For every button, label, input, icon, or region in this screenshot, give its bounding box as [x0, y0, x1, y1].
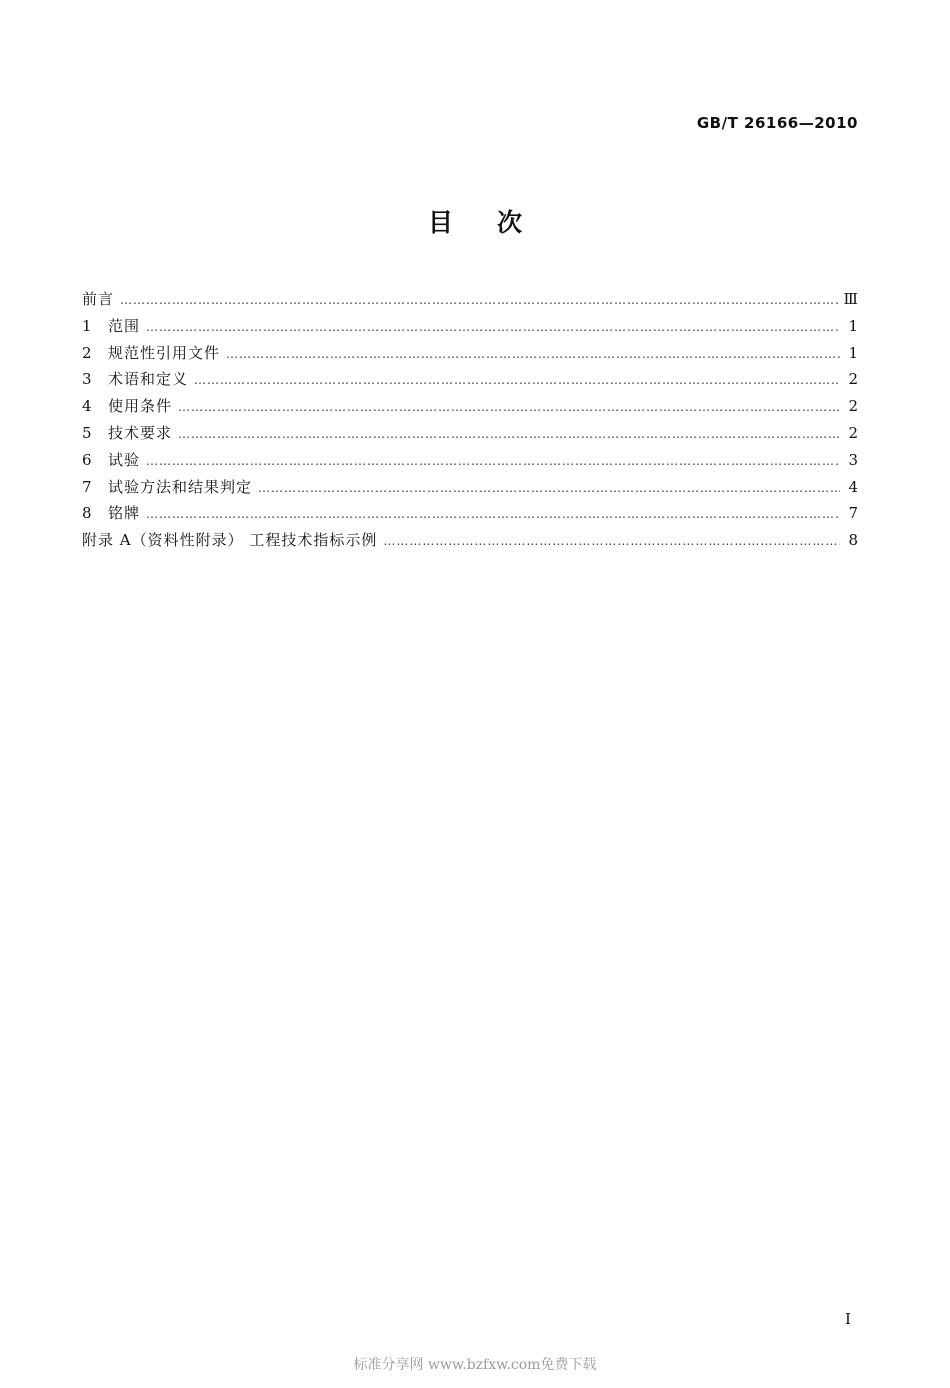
toc-label: 规范性引用文件 [108, 343, 221, 362]
toc-section-number: 3 [82, 370, 92, 389]
toc-section-number: 2 [82, 343, 92, 362]
toc-section-number: 6 [82, 450, 92, 469]
toc-entry-2[interactable] [82, 340, 858, 367]
toc-label: 范围 [108, 316, 141, 335]
toc-section-number: 4 [82, 397, 92, 416]
title-char-1: 目 [427, 208, 453, 237]
toc-label: 试验方法和结果判定 [108, 477, 253, 496]
watermark-text: 标准分享网 www.bzfxw.com免费下载 [353, 1357, 597, 1373]
toc-page-number: 2 [848, 397, 858, 416]
toc-label: 技术要求 [108, 423, 173, 442]
toc-label: 铭牌 [108, 504, 141, 523]
toc-entry-3[interactable] [82, 366, 858, 393]
toc-entry-1[interactable] [82, 313, 858, 340]
toc-page-number: 3 [848, 450, 858, 469]
toc-leader-dots [226, 341, 840, 368]
toc-entry-5[interactable] [82, 420, 858, 447]
toc-leader-dots [120, 287, 838, 314]
toc-page-number: 4 [848, 477, 858, 496]
toc-page-number: 8 [848, 531, 858, 550]
toc-label: 前言 [82, 290, 115, 308]
table-of-contents [82, 286, 858, 554]
toc-entry-4[interactable] [82, 393, 858, 420]
toc-label: 术语和定义 [108, 370, 189, 389]
toc-page-number: 1 [848, 316, 858, 335]
toc-section-number: 5 [82, 423, 92, 442]
toc-label: 附录 A（资料性附录） 工程技术指标示例 [82, 531, 378, 550]
toc-page-number: 2 [848, 423, 858, 442]
toc-page-number: 2 [848, 370, 858, 389]
toc-label: 使用条件 [108, 397, 173, 416]
toc-leader-dots [146, 314, 840, 341]
toc-label: 试验 [108, 450, 141, 469]
toc-leader-dots [146, 501, 840, 528]
toc-leader-dots [194, 367, 840, 394]
toc-entry-foreword[interactable] [82, 286, 858, 313]
title-char-2: 次 [497, 208, 523, 237]
toc-entry-6[interactable] [82, 447, 858, 474]
page-number: I [845, 1310, 851, 1328]
toc-page-number: 7 [848, 504, 858, 523]
toc-entry-7[interactable] [82, 474, 858, 501]
standard-number: GB/T 26166—2010 [696, 114, 858, 132]
toc-leader-dots [146, 448, 840, 475]
toc-section-number: 8 [82, 504, 92, 523]
toc-leader-dots [383, 528, 840, 555]
page-title [0, 203, 950, 239]
toc-section-number: 7 [82, 477, 92, 496]
toc-leader-dots [178, 394, 840, 421]
toc-leader-dots [258, 475, 840, 502]
toc-section-number: 1 [82, 316, 92, 335]
toc-entry-appendix-a[interactable] [82, 527, 858, 554]
toc-entry-8[interactable] [82, 500, 858, 527]
toc-page-number: 1 [848, 343, 858, 362]
toc-page-number: Ⅲ [843, 290, 858, 308]
toc-leader-dots [178, 421, 840, 448]
